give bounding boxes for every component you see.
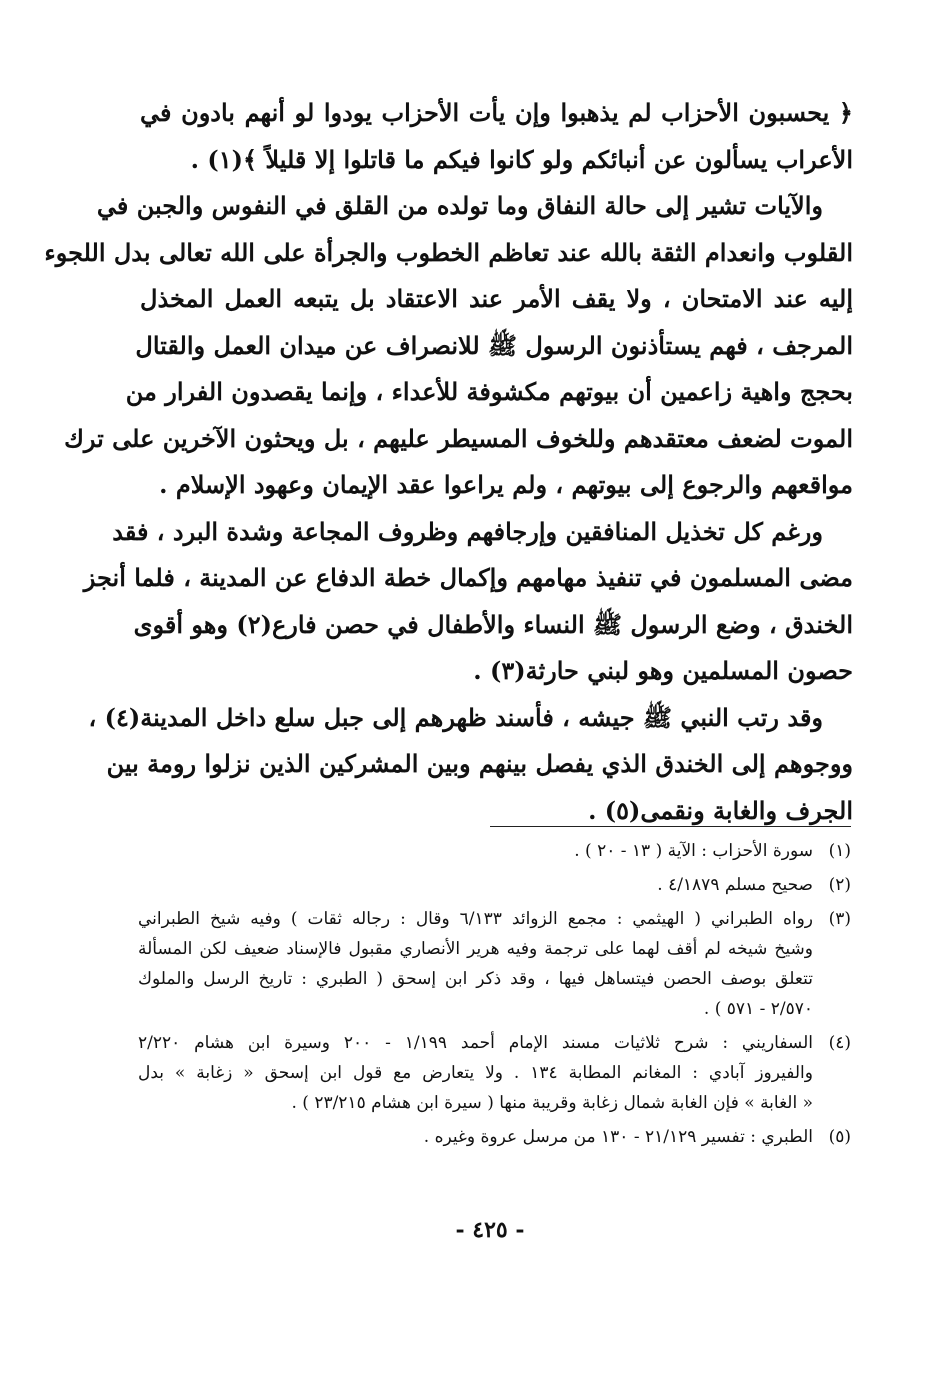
footnote-2 [138,870,851,900]
footnote-number: (٥) [828,1127,851,1147]
footnote-5 [138,1122,851,1152]
paragraph [88,695,853,835]
text-line: والآيات تشير إلى حالة النفاق وما تولده من القلق في النفوس والجبن في [96,191,823,220]
main-text [44,90,853,834]
footnote-line: وشيخ شيخه لم أقف لهما على ترجمة وفيه هرير الأنصاري مقبول فالإسناد ضعيف لكن المسألة [138,939,813,959]
text-line: المرجف ، فهم يستأذنون الرسول ﷺ للانصراف عن ميدان العمل والقتال [135,330,853,360]
text-line: القلوب وانعدام الثقة بالله عند تعاظم الخطوب والجرأة على الله تعالى بدل اللجوء [44,237,853,267]
footnote-line: سورة الأحزاب : الآية ( ١٣ - ٢٠ ) . [574,841,813,861]
footnote-4 [138,1028,851,1118]
footnote-number: (٢) [828,875,851,895]
paragraph [44,183,853,509]
paragraph [140,90,853,183]
text-line: الموت لضعف معتقدهم وللخوف المسيطر عليهم ، بل ويحثون الآخرين على ترك [64,423,853,453]
text-line: مضى المسلمون في تنفيذ مهامهم وإكمال خطة الدفاع عن المدينة ، فلما أنجز [83,563,853,592]
footnote-line: السفاريني : شرح ثلاثيات مسند الإمام أحمد ١/١٩٩ - ٢٠٠ وسيرة ابن هشام ٢/٢٢٠ [138,1033,814,1053]
footnote-line: والفيروز آبادي : المغانم المطابة ١٣٤ . ولا يتعارض مع قول ابن إسحق « زغابة » بدل [138,1063,813,1083]
footnote-line: صحيح مسلم ٤/١٨٧٩ . [657,875,813,895]
text-line: ورغم كل تخذيل المنافقين وإرجافهم وظروف المجاعة وشدة البرد ، فقد [112,516,823,546]
footnotes [138,836,851,1156]
footnote-line: ٢/٥٧٠ - ٥٧١ ) . [703,999,813,1019]
text-line: مواقعهم والرجوع إلى بيوتهم ، ولم يراعوا عقد الإيمان وعهود الإسلام . [159,470,853,499]
footnote-line: « الغابة » فإن الغابة شمال زغابة وقريبة منها ( سيرة ابن هشام ٢٣/٢١٥ ) . [291,1093,813,1113]
text-line: حصون المسلمين وهو لبني حارثة(٣) . [473,656,853,685]
footnote-separator [490,826,851,827]
footnote-number: (٤) [828,1033,851,1053]
footnote-1 [138,836,851,866]
text-line: وقد رتب النبي ﷺ جيشه ، فأسند ظهرهم إلى جبل سلع داخل المدينة(٤) ، [88,702,823,732]
footnote-line: تتعلق بوصف الحصن فيتساهل فيها ، وقد ذكر ابن إسحق ( الطبري : تاريخ الرسل والملوك [138,969,813,989]
paragraph [83,509,853,695]
footnote-line: رواه الطبراني ( الهيثمي : مجمع الزوائد ٦/١٣٣ وقال : رجاله ثقات ) وفيه شيخ الطبراني [138,909,813,929]
text-line: ﴿ يحسبون الأحزاب لم يذهبوا وإن يأت الأحزاب يودوا لو أنهم بادون في [140,98,853,127]
text-line: إليه عند الامتحان ، ولا يقف الأمر عند الاعتقاد بل يتبعه العمل المخذل [140,284,853,313]
page-number: - ٤٢٥ - [455,1217,525,1243]
footnote-number: (٣) [828,909,851,929]
footnote-number: (١) [828,841,851,861]
text-line: الجرف والغابة ونقمى(٥) . [588,795,853,825]
text-line: الأعراب يسألون عن أنبائكم ولو كانوا فيكم ما قاتلوا إلا قليلاً ﴾(١) . [190,144,853,174]
footnote-3 [138,904,851,1024]
text-line: بحجج واهية زاعمين أن بيوتهم مكشوفة للأعداء ، وإنما يقصدون الفرار من [125,377,853,406]
footnote-line: الطبري : تفسير ٢١/١٢٩ - ١٣٠ من مرسل عروة وغيره . [423,1127,813,1147]
text-line: ووجوهم إلى الخندق الذي يفصل بينهم وبين المشركين الذين نزلوا رومة بين [106,749,853,778]
text-line: الخندق ، وضع الرسول ﷺ النساء والأطفال في حصن فارع(٢) وهو أقوى [133,609,853,639]
